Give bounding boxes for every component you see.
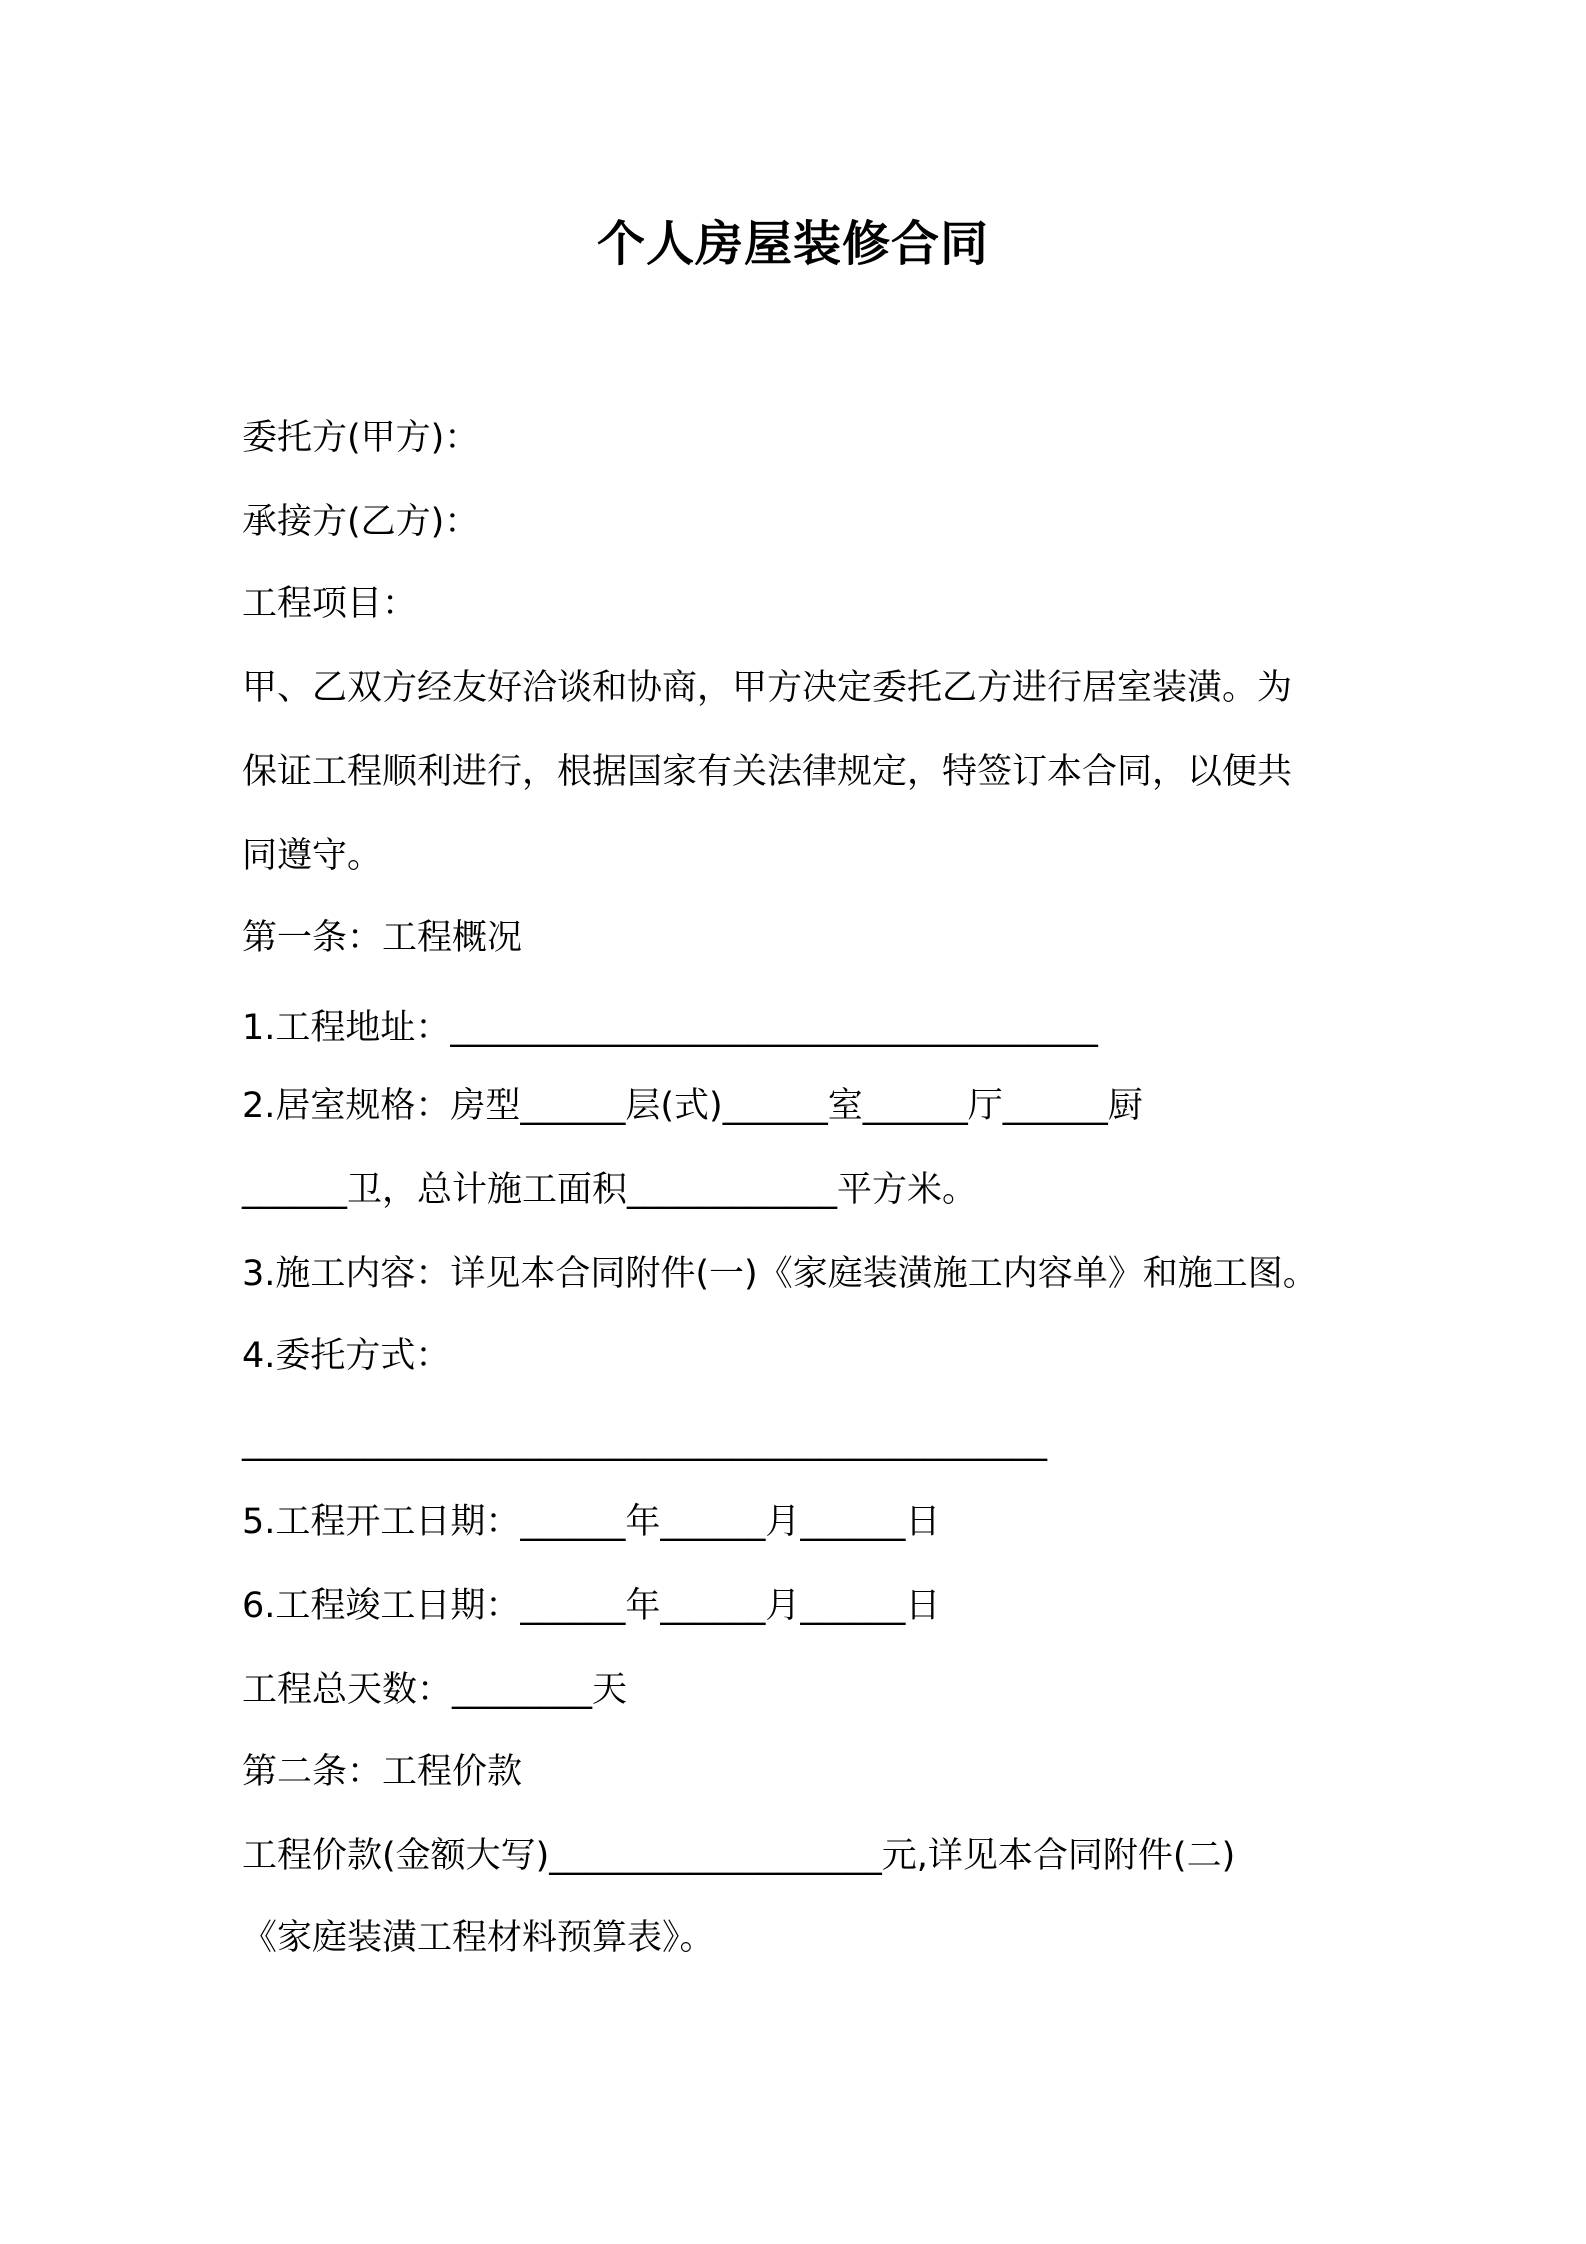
completion-date-line: 6.工程竣工日期：______年______月______日	[242, 1586, 941, 1626]
intro-paragraph-line-1: 甲、乙双方经友好洽谈和协商，甲方决定委托乙方进行居室装潢。为	[242, 668, 1293, 708]
total-days-line: 工程总天数：________天	[242, 1670, 628, 1710]
party-a-line: 委托方(甲方)：	[242, 418, 480, 458]
project-line: 工程项目：	[242, 584, 418, 624]
article-2-heading: 第二条：工程价款	[242, 1752, 523, 1792]
start-date-line: 5.工程开工日期：______年______月______日	[242, 1502, 941, 1542]
project-price-line-1: 工程价款(金额大写)___________________元,详见本合同附件(二)	[242, 1836, 1236, 1876]
project-address-line: 1.工程地址：_____________________________________	[242, 1008, 1098, 1048]
delegation-method-blank: ______________________________________________	[242, 1422, 1047, 1462]
room-spec-line-2: ______卫，总计施工面积____________平方米。	[242, 1170, 978, 1210]
party-b-line: 承接方(乙方)：	[242, 502, 480, 542]
room-spec-line-1: 2.居室规格：房型______层(式)______室______厅______厨	[242, 1086, 1143, 1126]
article-1-heading: 第一条：工程概况	[242, 918, 523, 958]
document-title: 个人房屋装修合同	[596, 216, 989, 272]
construction-content-line: 3.施工内容：详见本合同附件(一)《家庭装潢施工内容单》和施工图。	[242, 1254, 1318, 1294]
delegation-method-line: 4.委托方式：	[242, 1336, 451, 1376]
intro-paragraph-line-2: 保证工程顺利进行，根据国家有关法律规定，特签订本合同，以便共	[242, 752, 1293, 792]
intro-paragraph-line-3: 同遵守。	[242, 836, 383, 876]
project-price-line-2: 《家庭装潢工程材料预算表》。	[242, 1918, 715, 1958]
